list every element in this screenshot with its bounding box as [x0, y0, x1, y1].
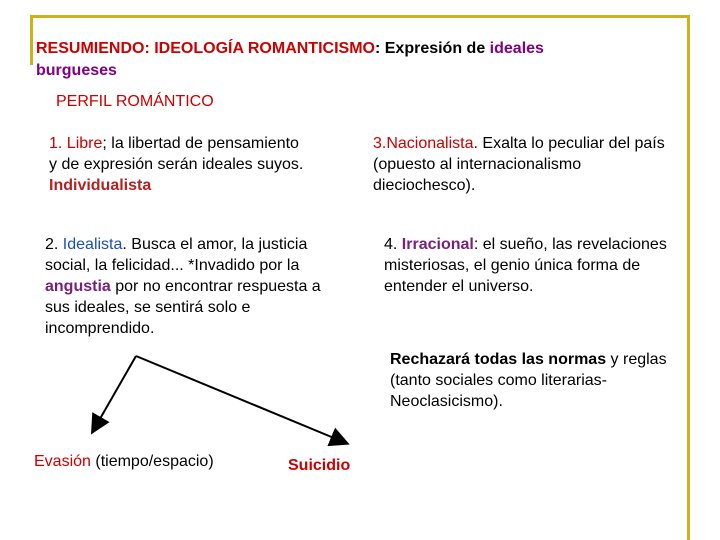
- point2-text: . Busca el amor, la justicia social, la felicidad... *Invadido por la: [45, 236, 308, 274]
- point1-text: ; la libertad de pensamiento y de expresión serán ideales suyos.: [49, 135, 304, 173]
- arrow-to-suicidio: [136, 356, 346, 443]
- section-heading: PERFIL ROMÁNTICO: [56, 93, 214, 110]
- title-burgueses: burgueses: [36, 62, 117, 79]
- point4-num: 4.: [384, 236, 402, 253]
- title-middle: : Expresión de: [374, 40, 490, 57]
- evasion-label: Evasión: [34, 453, 91, 470]
- evasion-detail: (tiempo/espacio): [90, 453, 214, 470]
- point2-text2: por no encontrar respuesta a sus ideales, se sentirá solo e incomprendido.: [45, 278, 321, 337]
- arrow-to-evasion: [93, 356, 136, 431]
- title-highlight: RESUMIENDO: IDEOLOGÍA ROMANTICISMO: [36, 40, 375, 57]
- point3-label: 3.Nacionalista: [373, 135, 474, 152]
- point4-text: : el sueño, las revelaciones misteriosas, el genio única forma de entender el universo.: [384, 236, 667, 295]
- point1-label: 1. Libre: [49, 135, 103, 152]
- outcome-evasion: [34, 453, 214, 471]
- rechazo-text: y reglas (tanto sociales como literarias-Neoclasicismo).: [390, 351, 667, 410]
- point1-emph: Individualista: [49, 177, 152, 194]
- title-ideales: ideales: [489, 40, 544, 57]
- rechazo-bold: Rechazará todas las normas: [390, 351, 607, 368]
- point4-label: Irracional: [401, 236, 474, 253]
- point2-emph: angustia: [45, 278, 111, 295]
- point2-label: Idealista: [62, 236, 123, 253]
- outcome-suicidio: Suicidio: [288, 457, 351, 474]
- point2-num: 2.: [45, 236, 63, 253]
- point3-text: . Exalta lo peculiar del país (opuesto al internacionalismo dieciochesco).: [373, 135, 665, 194]
